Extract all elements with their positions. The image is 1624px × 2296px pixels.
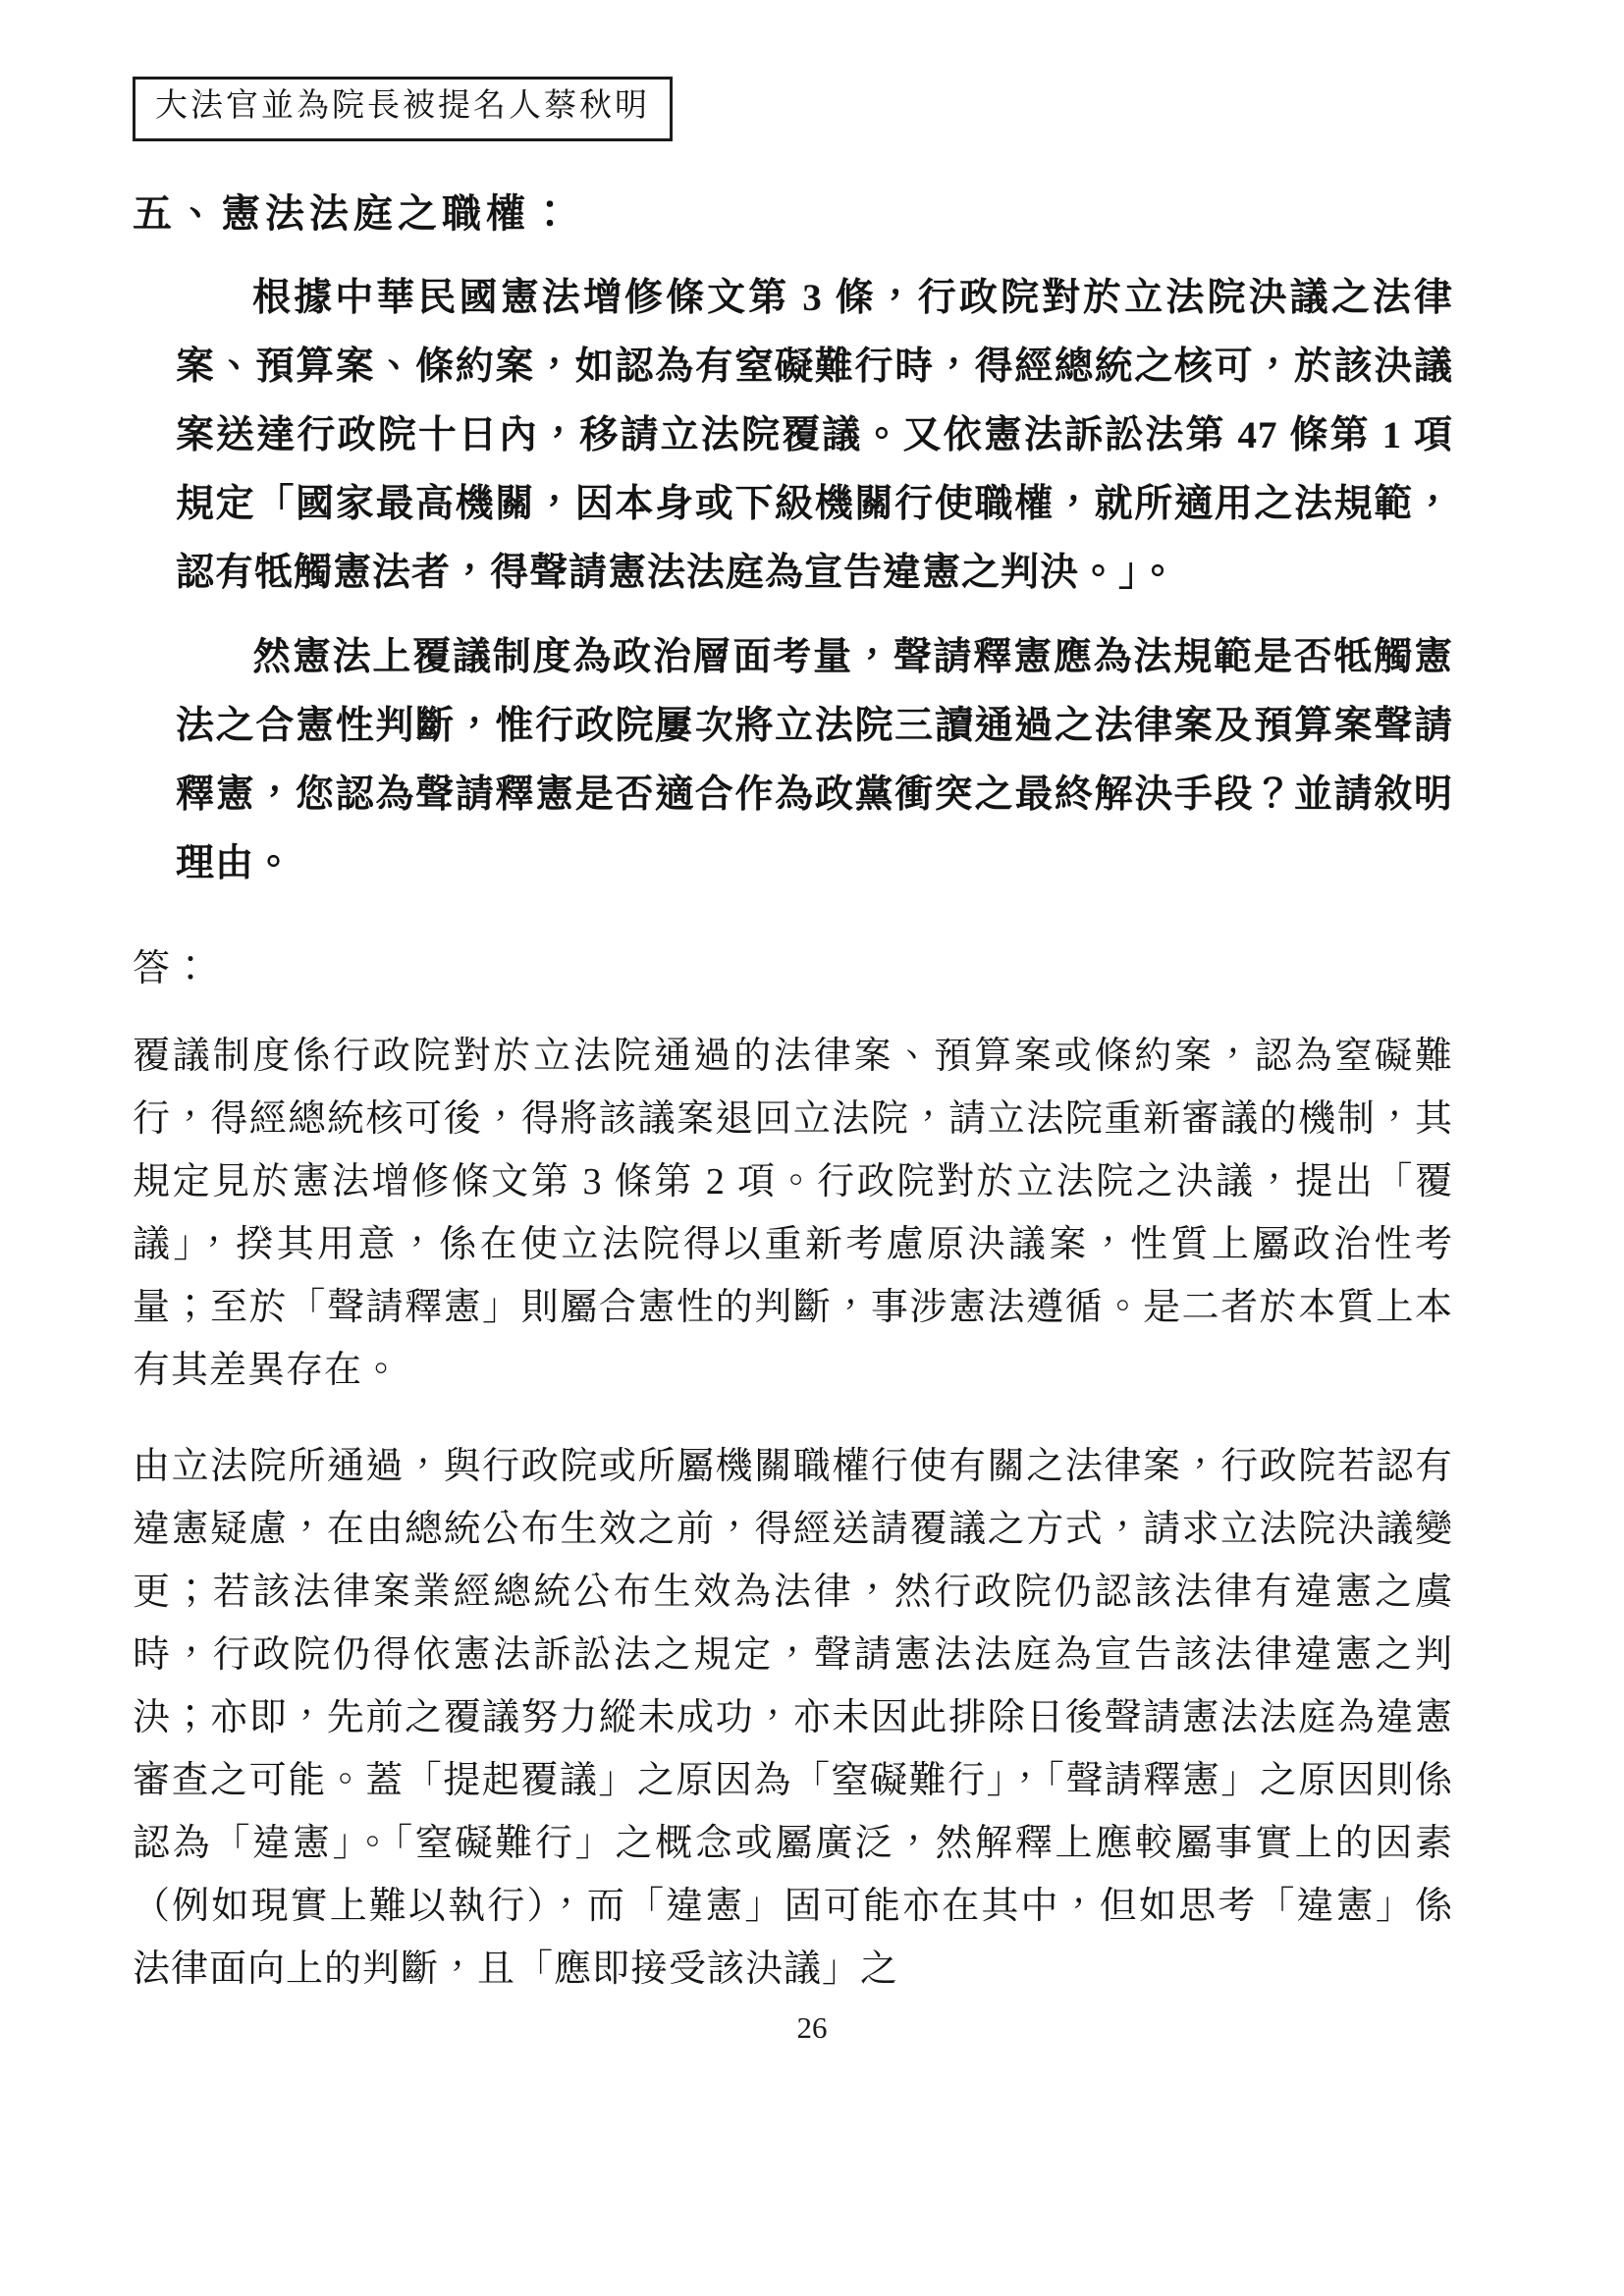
question-paragraph-1: 根據中華民國憲法增修條文第 3 條，行政院對於立法院決議之法律案、預算案、條約案，如認為有窒礙難行時，得經總統之核可，於該決議案送達行政院十日內，移請立法院覆議。又依憲法訴訟法第 47 條第 1 項規定「國家最高機關，因本身或下級機關行使職權，就所適用之法規範，認有牴觸憲法者，得聲請憲法法庭為宣告違憲之判決。」。 (176, 276, 1453, 594)
question-paragraph-2: 然憲法上覆議制度為政治層面考量，聲請釋憲應為法規範是否牴觸憲法之合憲性判斷，惟行政院屢次將立法院三讀通過之法律案及預算案聲請釋憲，您認為聲請釋憲是否適合作為政黨衝突之最終解決手段？並請敘明理由。 (176, 635, 1453, 884)
page-number: 26 (796, 2010, 828, 2045)
section-heading: 五、憲法法庭之職權： (133, 190, 574, 236)
question-block (176, 264, 1453, 898)
answer-paragraph-2: 由立法院所通過，與行政院或所屬機關職權行使有關之法律案，行政院若認有違憲疑慮，在由總統公布生效之前，得經送請覆議之方式，請求立法院決議變更；若該法律案業經總統公布生效為法律，然行政院仍認該法律有違憲之虞時，行政院仍得依憲法訴訟法之規定，聲請憲法法庭為宣告該法律違憲之判決；亦即，先前之覆議努力縱未成功，亦未因此排除日後聲請憲法法庭為違憲審查之可能。蓋「提起覆議」之原因為「窒礙難行」，「聲請釋憲」之原因則係認為「違憲」。「窒礙難行」之概念或屬廣泛，然解釋上應較屬事實上的因素（例如現實上難以執行），而「違憲」固可能亦在其中，但如思考「違憲」係法律面向上的判斷，且「應即接受該決議」之 (133, 1445, 1453, 1990)
answer-paragraph-1: 覆議制度係行政院對於立法院通過的法律案、預算案或條約案，認為窒礙難行，得經總統核可後，得將該議案退回立法院，請立法院重新審議的機制，其規定見於憲法增修條文第 3 條第 2 項。行政院對於立法院之決議，提出「覆議」，揆其用意，係在使立法院得以重新考慮原決議案，性質上屬政治性考量；至於「聲請釋憲」則屬合憲性的判斷，事涉憲法遵循。是二者於本質上本有其差異存在。 (133, 1035, 1453, 1391)
answer-body (133, 1025, 1453, 2001)
nominee-header-text: 大法官並為院長被提名人蔡秋明 (155, 88, 650, 124)
nominee-header-box (133, 77, 673, 141)
answer-label: 答： (133, 947, 212, 989)
